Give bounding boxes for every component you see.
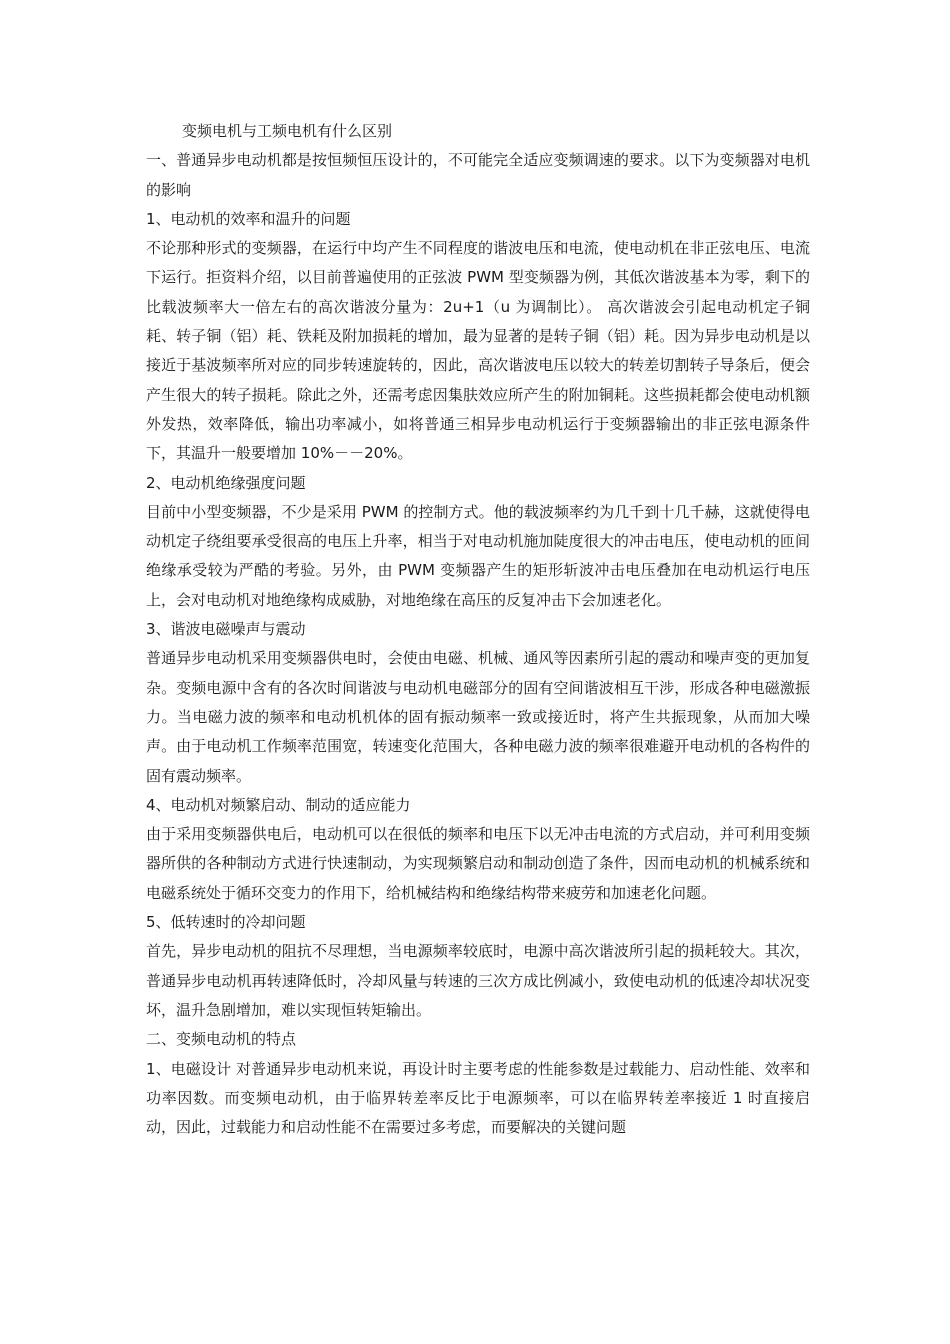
part-2-body: 1、电磁设计 对普通异步电动机来说，再设计时主要考虑的性能参数是过载能力、启动性能、效率和功率因数。而变频电动机，由于临界转差率反比于电源频率，可以在临界转差率接近 1 时直接启动，因此，过载能力和启动性能不在需要过多考虑，而要解决的关键问题 <box>146 1059 810 1137</box>
section-2-body: 目前中小型变频器，不少是采用 PWM 的控制方式。他的载波频率约为几千到十几千赫，这就使得电动机定子绕组要承受很高的电压上升率，相当于对电动机施加陡度很大的冲击电压，使电动机的匝间绝缘承受较为严酷的考验。另外，由 PWM 变频器产生的矩形斩波冲击电压叠加在电动机运行电压上，会对电动机对地绝缘构成威胁，对地绝缘在高压的反复冲击下会加速老化。 <box>146 502 810 609</box>
document-title: 变频电机与工频电机有什么区别 <box>182 122 393 140</box>
section-5-body: 首先，异步电动机的阻抗不尽理想，当电源频率较底时，电源中高次谐波所引起的损耗较大。其次，普通异步电动机再转速降低时，冷却风量与转速的三次方成比例减小，致使电动机的低速冷却状况变坏，温升急剧增加，难以实现恒转矩输出。 <box>146 942 810 1019</box>
section-3-body: 普通异步电动机采用变频器供电时，会使由电磁、机械、通风等因素所引起的震动和噪声变的更加复杂。变频电源中含有的各次时间谐波与电动机电磁部分的固有空间谐波相互干涉，形成各种电磁激振力。当电磁力波的频率和电动机机体的固有振动频率一致或接近时，将产生共振现象，从而加大噪声。由于电动机工作频率范围宽，转速变化范围大，各种电磁力波的频率很难避开电动机的各构件的固有震动频率。 <box>146 649 810 785</box>
section-2-heading: 2、电动机绝缘强度问题 <box>146 473 306 492</box>
section-1-body: 不论那种形式的变频器，在运行中均产生不同程度的谐波电压和电流，使电动机在非正弦电压、电流下运行。拒资料介绍，以目前普遍使用的正弦波 PWM 型变频器为例，其低次谐波基本为零，剩下的比载波频率大一倍左右的高次谐波分量为：2u+1（u 为调制比）。 高次谐波会引起电动机定子铜耗、转子铜（铝）耗、铁耗及附加损耗的增加，最为显著的是转子铜（铝）耗。因为异步电动机是以接近于基波频率所对应的同步转速旋转的，因此，高次谐波电压以较大的转差切割转子导条后，便会产生很大的转子损耗。除此之外，还需考虑因集肤效应所产生的附加铜耗。这些损耗都会使电动机额外发热，效率降低，输出功率减小，如将普通三相异步电动机运行于变频器输出的非正弦电源条件下，其温升一般要增加 10%－－20%。 <box>146 239 810 463</box>
intro-paragraph: 一、普通异步电动机都是按恒频恒压设计的，不可能完全适应变频调速的要求。以下为变频器对电机的影响 <box>146 151 810 199</box>
part-2-heading: 二、变频电动机的特点 <box>146 1030 297 1049</box>
document-page <box>146 117 810 1142</box>
section-1-heading: 1、电动机的效率和温升的问题 <box>146 209 351 228</box>
section-4-body: 由于采用变频器供电后，电动机可以在很低的频率和电压下以无冲击电流的方式启动，并可利用变频器所供的各种制动方式进行快速制动，为实现频繁启动和制动创造了条件，因而电动机的机械系统和电磁系统处于循环交变力的作用下，给机械结构和绝缘结构带来疲劳和加速老化问题。 <box>146 825 810 902</box>
section-3-heading: 3、谐波电磁噪声与震动 <box>146 620 306 639</box>
section-4-heading: 4、电动机对频繁启动、制动的适应能力 <box>146 795 411 814</box>
section-5-heading: 5、低转速时的冷却问题 <box>146 913 306 932</box>
